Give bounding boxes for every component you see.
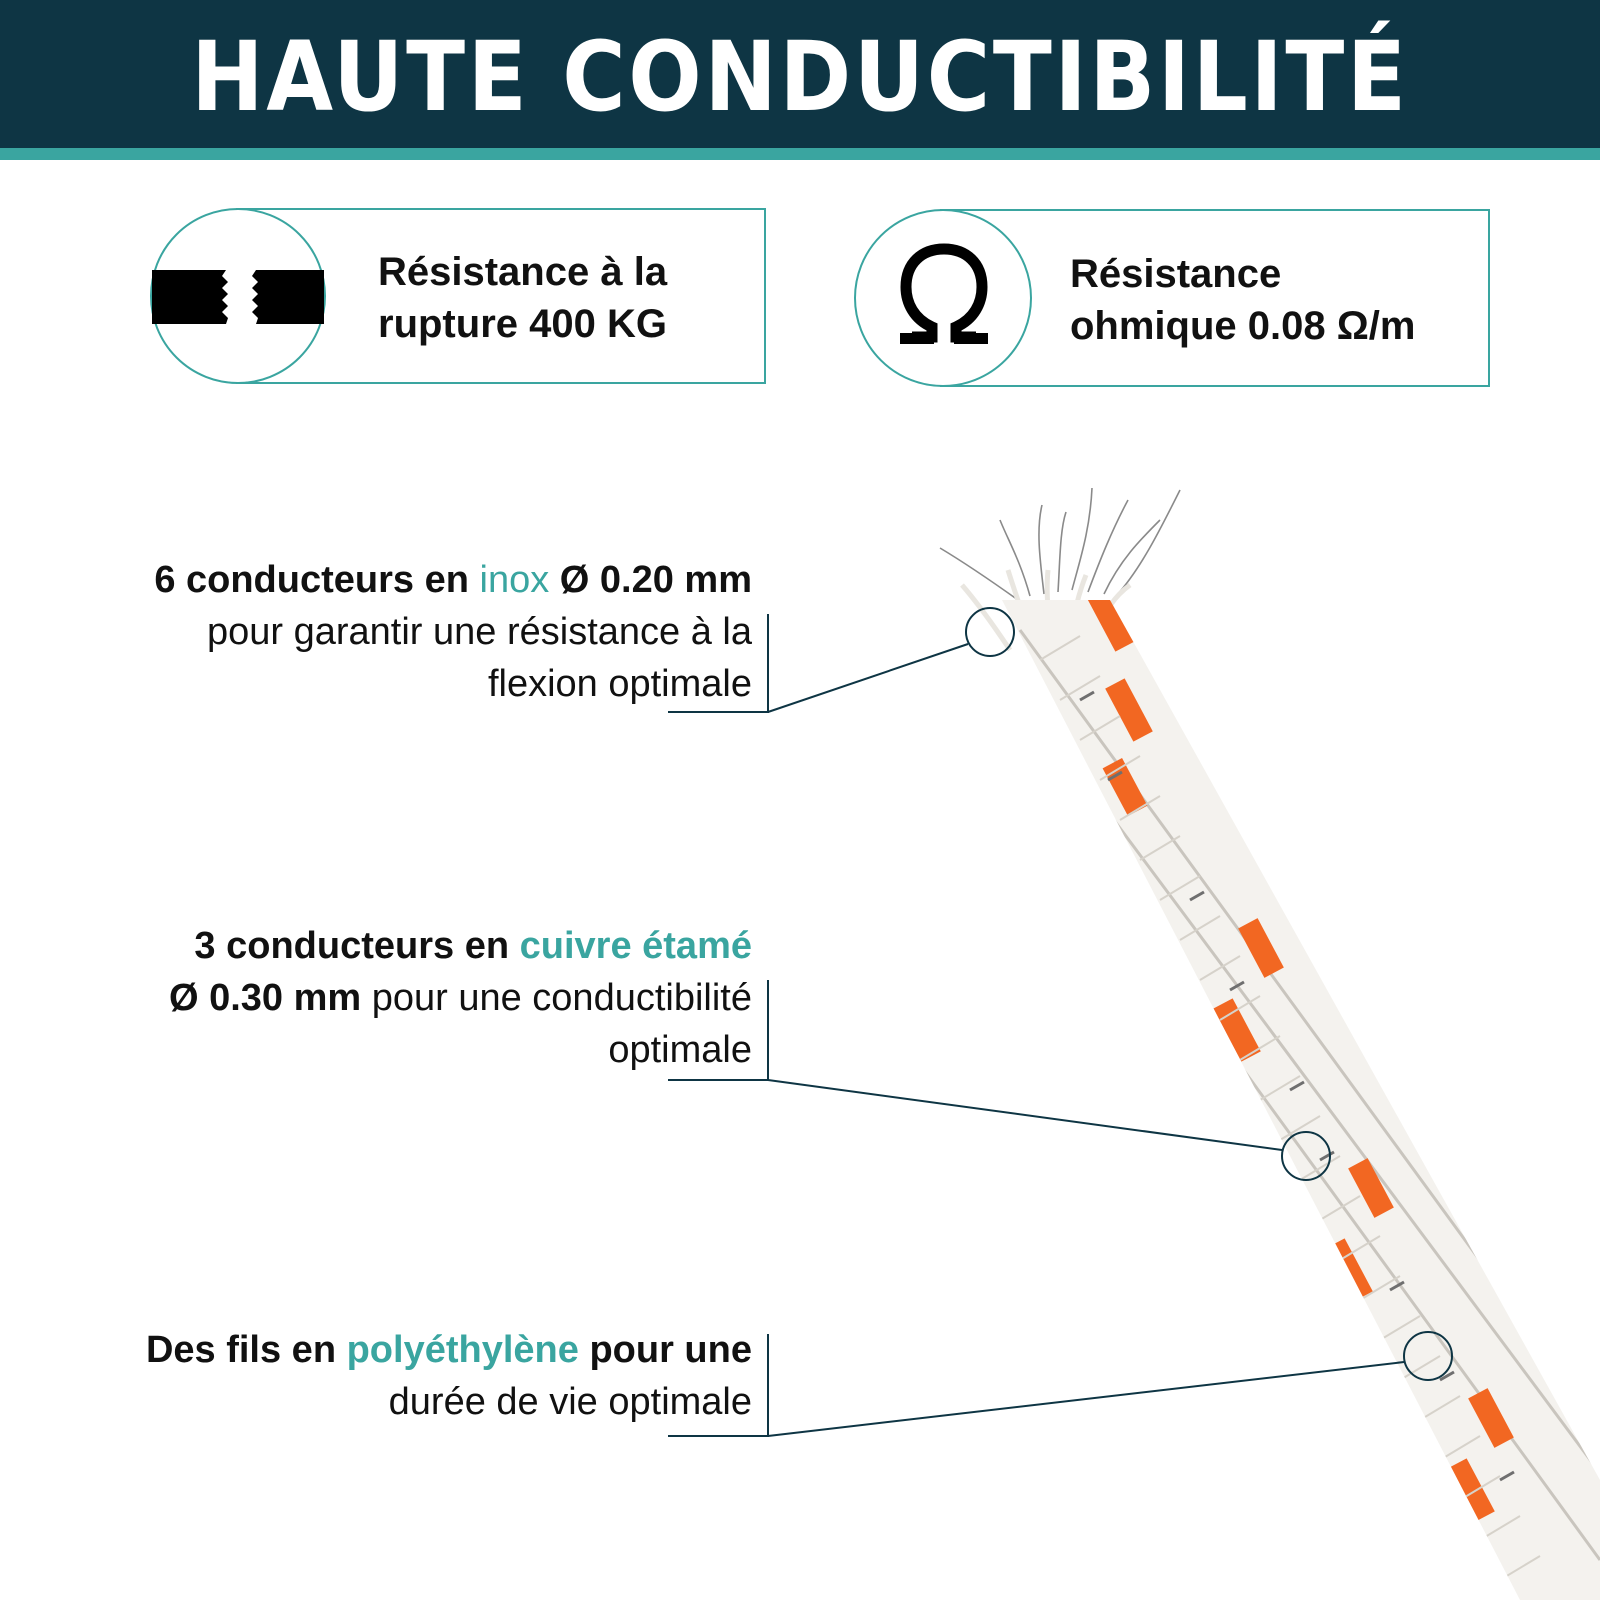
callout-poly-line2: durée de vie optimale	[388, 1381, 752, 1423]
callout-polyethylene	[146, 1324, 752, 1428]
callout-inox-highlight: inox	[479, 559, 550, 601]
callout-copper	[169, 920, 752, 1076]
callout-poly-bold-b: pour une	[578, 1329, 752, 1371]
callout-copper-bold-line2: Ø 0.30 mm	[168, 977, 362, 1019]
callout-poly-highlight: polyéthylène	[346, 1329, 579, 1371]
callout-inox-bold-a: 6 conducteurs en	[154, 559, 480, 601]
frayed-wire-ends	[940, 488, 1180, 600]
callout-poly-line1	[146, 1324, 752, 1376]
callout-inox	[154, 554, 752, 710]
callout-inox-line3: flexion optimale	[487, 663, 752, 705]
callout-copper-line2-rest: pour une conductibilité	[361, 977, 752, 1019]
callout-copper-bold-a: 3 conducteurs en	[194, 925, 520, 967]
callout-marker-inox	[966, 608, 1014, 656]
rope-body	[1002, 600, 1600, 1600]
callout-copper-highlight: cuivre étamé	[519, 925, 752, 967]
callout-inox-line1	[154, 554, 752, 606]
spec-ohmic-line2: ohmique 0.08 Ω/m	[1070, 304, 1416, 348]
spec-breaking-line1: Résistance à la	[378, 250, 668, 294]
callout-copper-line1	[169, 920, 752, 972]
page-title: HAUTE CONDUCTIBILITÉ	[191, 21, 1409, 133]
callout-inox-bold-b: Ø 0.20 mm	[549, 559, 752, 601]
spec-breaking-line2: rupture 400 KG	[378, 302, 667, 346]
callout-copper-line2	[169, 972, 752, 1024]
callout-copper-line3: optimale	[608, 1029, 752, 1071]
callout-poly-bold-a: Des fils en	[145, 1329, 347, 1371]
spec-ohmic-line1: Résistance	[1070, 252, 1282, 296]
callout-inox-line2: pour garantir une résistance à la	[207, 611, 752, 653]
